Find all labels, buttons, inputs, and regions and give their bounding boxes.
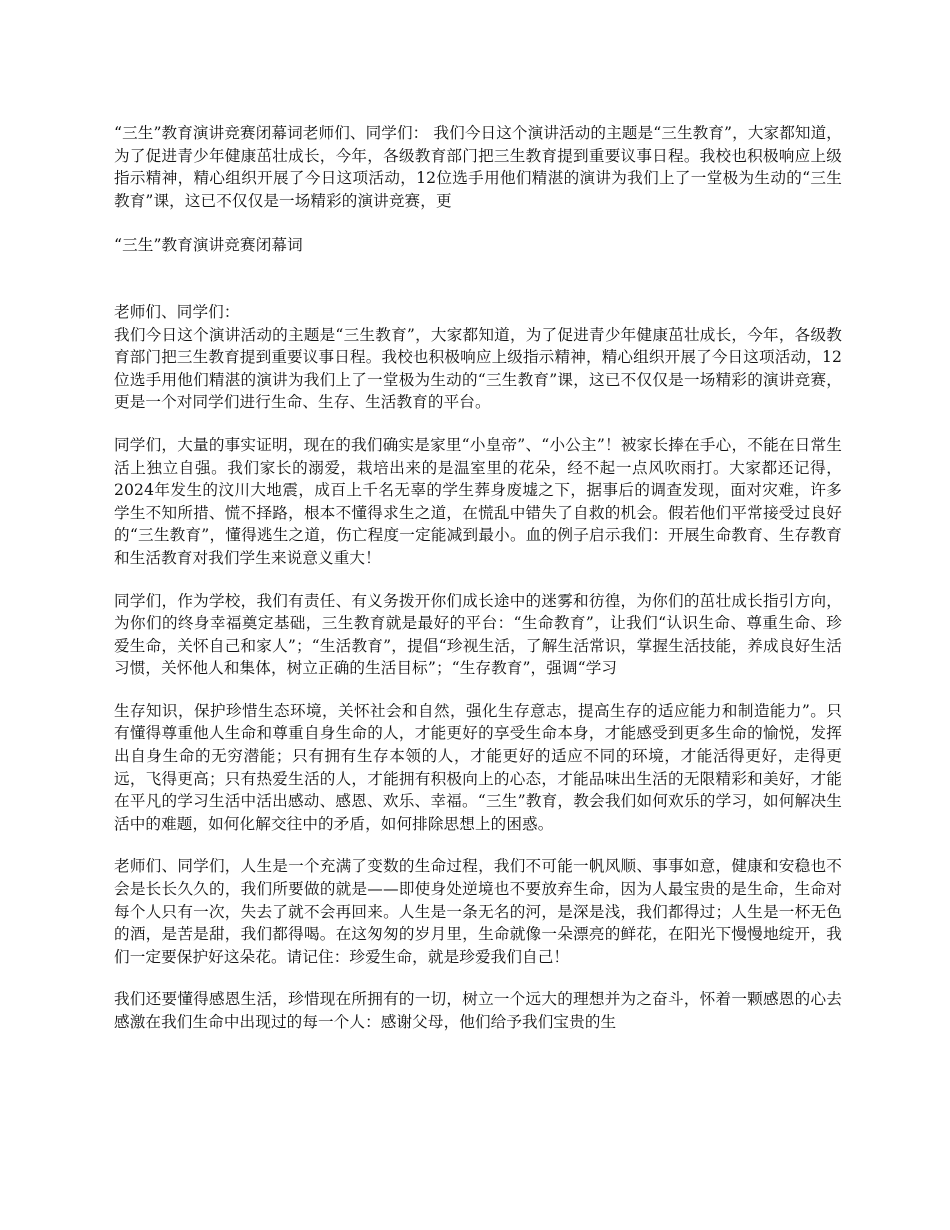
document-summary: “三生”教育演讲竞赛闭幕词老师们、同学们： 我们今日这个演讲活动的主题是“三生教育”，大家都知道，为了促进青少年健康茁壮成长，今年，各级教育部门把三生教育提到重要议事日程。我校也积极响应上级指示精神，精心组织开展了今日这项活动，12位选手用他们精湛的演讲为我们上了一堂极为生动的“三生教育”课，这已不仅仅是一场精彩的演讲竞赛，更 [114,124,842,210]
body-paragraph-2: 同学们，大量的事实证明，现在的我们确实是家里“小皇帝”、“小公主”！被家长捧在手心，不能在日常生活上独立自强。我们家长的溺爱，栽培出来的是温室里的花朵，经不起一点风吹雨打。大家都还记得，2024年发生的汶川大地震，成百上千名无辜的学生葬身废墟之下，据事后的调查发现，面对灾难，许多学生不知所措、慌不择路，根本不懂得求生之道，在慌乱中错失了自救的机会。假若他们平常接受过良好的“三生教育”，懂得逃生之道，伤亡程度一定能减到最小。血的例子启示我们：开展生命教育、生存教育和生活教育对我们学生来说意义重大！ [114,435,842,567]
body-paragraph-6: 我们还要懂得感恩生活，珍惜现在所拥有的一切，树立一个远大的理想并为之奋斗，怀着一颗感恩的心去感激在我们生命中出现过的每一个人：感谢父母，他们给予我们宝贵的生 [114,990,842,1031]
body-paragraph-1: 我们今日这个演讲活动的主题是“三生教育”，大家都知道，为了促进青少年健康茁壮成长，今年，各级教育部门把三生教育提到重要议事日程。我校也积极响应上级指示精神，精心组织开展了今日这项活动，12位选手用他们精湛的演讲为我们上了一堂极为生动的“三生教育”课，这已不仅仅是一场精彩的演讲竞赛，更是一个对同学们进行生命、生存、生活教育的平台。 [114,325,842,412]
body-paragraph-4: 生存知识，保护珍惜生态环境，关怀社会和自然，强化生存意志，提高生存的适应能力和制造能力”。只有懂得尊重他人生命和尊重自身生命的人，才能更好的享受生命本身，才能感受到更多生命的愉悦，发挥出自身生命的无穷潜能；只有拥有生存本领的人，才能更好的适应不同的环境，才能活得更好，走得更远，飞得更高；只有热爱生活的人，才能拥有积极向上的心态，才能品味出生活的无限精彩和美好，才能在平凡的学习生活中活出感动、感恩、欢乐、幸福。“三生”教育，教会我们如何欢乐的学习，如何解决生活中的难题，如何化解交往中的矛盾，如何排除思想上的困惑。 [114,701,842,833]
greeting: 老师们、同学们： [114,302,240,321]
body-paragraph-3: 同学们，作为学校，我们有责任、有义务拨开你们成长途中的迷雾和彷徨，为你们的茁壮成长指引方向，为你们的终身幸福奠定基础，三生教育就是最好的平台：“生命教育”，让我们“认识生命、尊重生命、珍爱生命，关怀自己和家人”；“生活教育”，提倡“珍视生活，了解生活常识，掌握生活技能，养成良好生活习惯，关怀他人和集体，树立正确的生活目标”；“生存教育”，强调“学习 [114,591,842,678]
document-title: “三生”教育演讲竞赛闭幕词 [114,236,303,255]
document-page [114,122,842,1054]
body-paragraph-5: 老师们、同学们，人生是一个充满了变数的生命过程，我们不可能一帆风顺、事事如意，健康和安稳也不会是长长久久的，我们所要做的就是——即使身处逆境也不要放弃生命，因为人最宝贵的是生命，生命对每个人只有一次，失去了就不会再回来。人生是一条无名的河，是深是浅，我们都得过；人生是一杯无色的酒，是苦是甜，我们都得喝。在这匆匆的岁月里，生命就像一朵漂亮的鲜花，在阳光下慢慢地绽开，我们一定要保护好这朵花。请记住：珍爱生命，就是珍爱我们自己！ [114,857,842,966]
